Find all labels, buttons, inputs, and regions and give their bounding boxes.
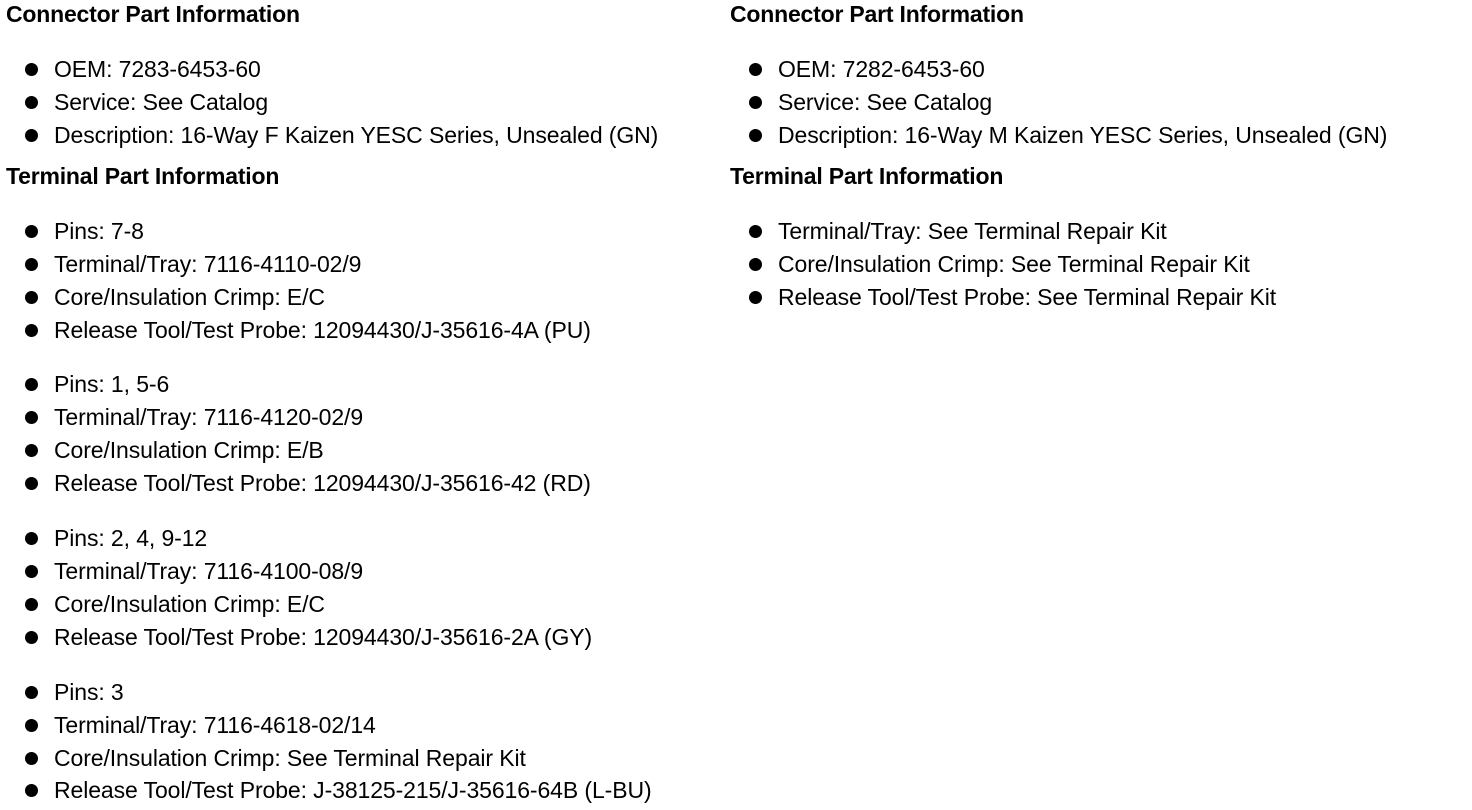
bullet-icon (25, 598, 38, 611)
list-item-text: Description: 16-Way M Kaizen YESC Series, Unsealed (GN) (778, 122, 1388, 148)
list-item-text: Terminal/Tray: 7116-4618-02/14 (54, 712, 376, 738)
connector-part-heading: Connector Part Information (6, 1, 300, 27)
bullet-icon (25, 565, 38, 578)
list-item-text: Terminal/Tray: 7116-4120-02/9 (54, 404, 364, 430)
bullet-icon (749, 291, 762, 304)
list-item-text: Pins: 7-8 (54, 218, 144, 244)
bullet-icon (25, 532, 38, 545)
bullet-icon (25, 225, 38, 238)
bullet-icon (749, 129, 762, 142)
list-item-text: Release Tool/Test Probe: See Terminal Repair Kit (778, 284, 1277, 310)
bullet-icon (25, 411, 38, 424)
terminal-part-heading: Terminal Part Information (6, 163, 280, 189)
bullet-icon (25, 258, 38, 271)
list-item-text: Pins: 1, 5-6 (54, 371, 170, 397)
list-item-text: Release Tool/Test Probe: J-38125-215/J-35616-64B (L-BU) (54, 777, 652, 803)
list-item-text: Description: 16-Way F Kaizen YESC Series, Unsealed (GN) (54, 122, 659, 148)
list-item-text: Service: See Catalog (778, 89, 993, 115)
list-item-text: OEM: 7283-6453-60 (54, 56, 261, 82)
list-item-text: Service: See Catalog (54, 89, 269, 115)
bullet-icon (25, 752, 38, 765)
list-item-text: Core/Insulation Crimp: See Terminal Repair Kit (54, 745, 526, 771)
bullet-icon (25, 784, 38, 797)
list-item-text: Pins: 3 (54, 679, 124, 705)
list-item-text: Terminal/Tray: See Terminal Repair Kit (778, 218, 1167, 244)
list-item-text: Core/Insulation Crimp: E/C (54, 284, 325, 310)
bullet-icon (25, 477, 38, 490)
bullet-icon (749, 225, 762, 238)
list-item-text: Release Tool/Test Probe: 12094430/J-35616-2A (GY) (54, 624, 593, 650)
list-item-text: Core/Insulation Crimp: See Terminal Repair Kit (778, 251, 1250, 277)
connector-part-heading: Connector Part Information (730, 1, 1024, 27)
list-item-text: Release Tool/Test Probe: 12094430/J-35616-42 (RD) (54, 470, 591, 496)
list-item-text: Pins: 2, 4, 9-12 (54, 525, 208, 551)
bullet-icon (25, 378, 38, 391)
bullet-icon (25, 63, 38, 76)
terminal-part-heading: Terminal Part Information (730, 163, 1004, 189)
bullet-icon (749, 63, 762, 76)
list-item-text: Terminal/Tray: 7116-4110-02/9 (54, 251, 362, 277)
bullet-icon (25, 686, 38, 699)
bullet-icon (25, 631, 38, 644)
bullet-icon (25, 129, 38, 142)
bullet-icon (749, 258, 762, 271)
bullet-icon (25, 444, 38, 457)
list-item-text: Core/Insulation Crimp: E/B (54, 437, 324, 463)
bullet-icon (25, 291, 38, 304)
list-item-text: Release Tool/Test Probe: 12094430/J-35616-4A (PU) (54, 317, 591, 343)
list-item-text: Terminal/Tray: 7116-4100-08/9 (54, 558, 364, 584)
list-item-text: Core/Insulation Crimp: E/C (54, 591, 325, 617)
bullet-icon (25, 719, 38, 732)
bullet-icon (25, 96, 38, 109)
bullet-icon (749, 96, 762, 109)
bullet-icon (25, 324, 38, 337)
list-item-text: OEM: 7282-6453-60 (778, 56, 985, 82)
